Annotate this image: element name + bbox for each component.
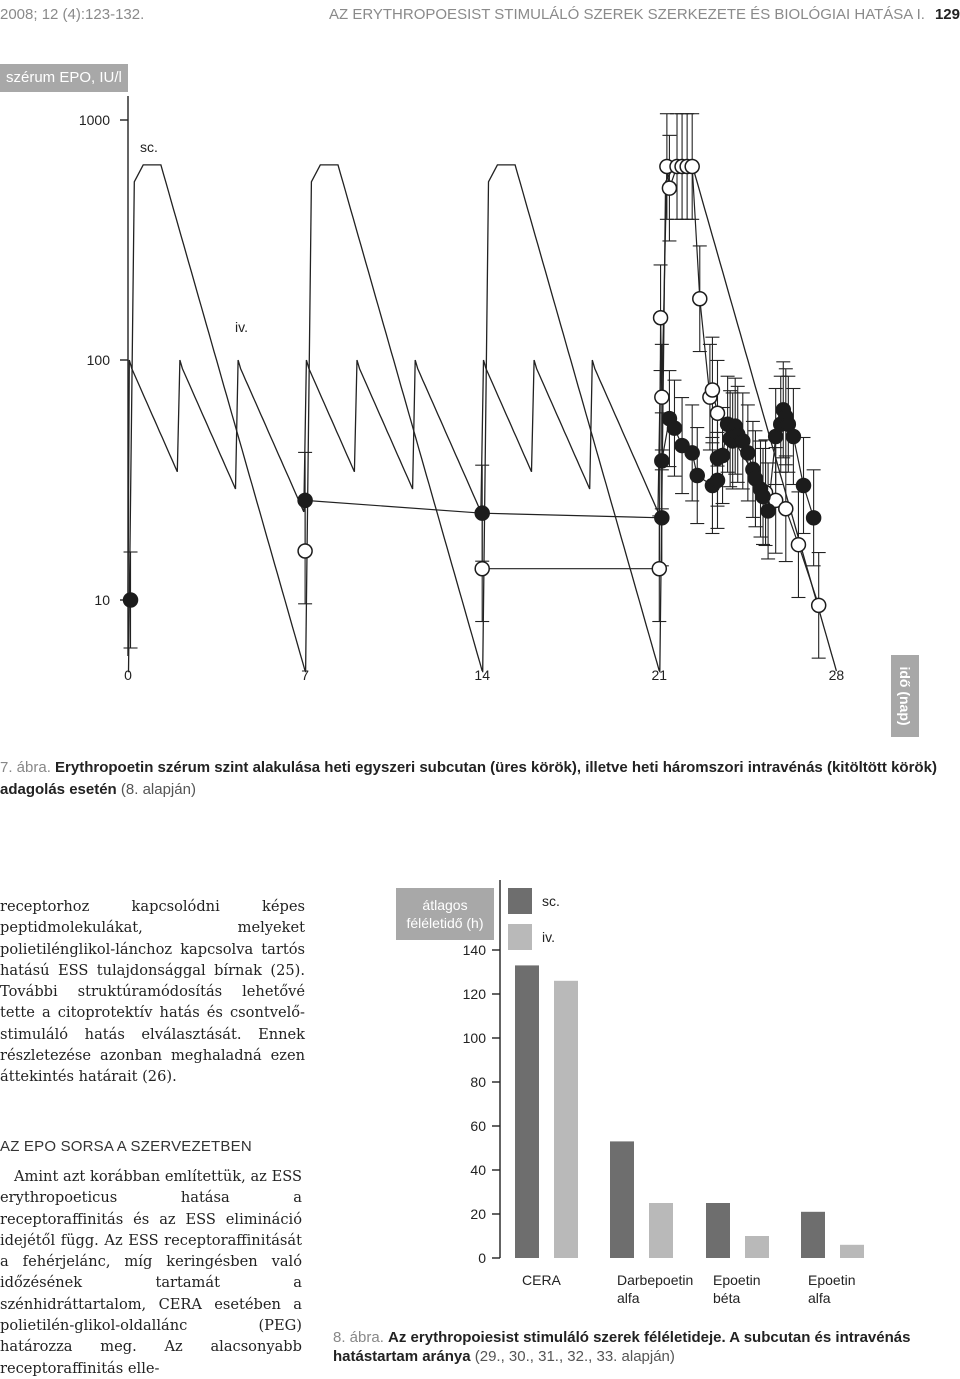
- category-label: Epoetin: [713, 1272, 761, 1288]
- category-label: Epoetin: [808, 1272, 856, 1288]
- legend-swatch: [508, 888, 532, 914]
- sc-data-point: [662, 181, 676, 195]
- iv-data-point: [716, 449, 730, 463]
- x-tick-label: 7: [301, 667, 309, 683]
- y-tick-label: 0: [478, 1250, 486, 1266]
- bar-iv: [649, 1203, 673, 1258]
- x-tick-label: 0: [124, 667, 132, 683]
- fig7-ylabel: szérum EPO, IU/l: [0, 64, 128, 92]
- iv-data-point: [685, 446, 699, 460]
- bar-sc: [515, 965, 539, 1258]
- bar-sc: [801, 1212, 825, 1258]
- running-title: AZ ERYTHROPOESIST STIMULÁLÓ SZEREK SZERKEZETE ÉS BIOLÓGIAI HATÁSA I.: [328, 6, 925, 23]
- fig8-caption-text: Az erythropoiesist stimuláló szerek féléletideje. A subcutan és intravénás hatástartam aránya: [333, 1329, 911, 1365]
- legend-swatch: [508, 924, 532, 950]
- journal-citation: 2008; 12 (4):123-132.: [0, 6, 145, 23]
- fig8-plot: [380, 880, 960, 1325]
- iv-data-point: [667, 421, 681, 435]
- iv-data-point: [298, 493, 312, 507]
- iv-data-point: [475, 506, 489, 520]
- fig8-caption-number: 8. ábra.: [333, 1329, 384, 1346]
- section-heading: AZ EPO SORSA A SZERVEZETBEN: [0, 1138, 252, 1155]
- x-tick-label: 14: [474, 667, 490, 683]
- bar-iv: [840, 1245, 864, 1258]
- sc-data-point: [693, 292, 707, 306]
- iv-data-point: [655, 511, 669, 525]
- y-tick-label: 140: [462, 942, 486, 958]
- sc-data-point: [779, 502, 793, 516]
- sc-data-point: [655, 390, 669, 404]
- fig8-ylabel: átlagos féléletidő (h): [396, 888, 494, 940]
- running-header: [329, 6, 960, 23]
- y-tick-label: 60: [470, 1118, 486, 1134]
- bar-sc: [610, 1141, 634, 1258]
- iv-data-point: [690, 469, 704, 483]
- fig7-caption-number: 7. ábra.: [0, 759, 51, 776]
- fig8-caption: [333, 1328, 958, 1366]
- sc-data-point: [812, 598, 826, 612]
- paragraph-text: receptorhoz kapcsolódni képes peptidmolekulákat, melyeket polietilénglikol-lánchoz kapcsolva tartós hatású ESS tulajdonsággal bírnak (25). További struktúramódosítás lehetővé tette a citoprotektív hatás és csontvelő-stimuláló hatás elválasztását. Ennek részletezése azonban meghaladná ezen áttekintés határait (26).: [0, 898, 305, 1086]
- sc-data-point: [298, 544, 312, 558]
- fig8-caption-ref: (29., 30., 31., 32., 33. alapján): [474, 1348, 675, 1365]
- iv-data-point: [741, 446, 755, 460]
- category-label: Darbepoetin: [617, 1272, 694, 1288]
- y-tick-label: 20: [470, 1206, 486, 1222]
- iv-data-point: [761, 504, 775, 518]
- iv-data-point: [655, 454, 669, 468]
- iv-data-point: [756, 489, 770, 503]
- y-tick-label: 120: [462, 986, 486, 1002]
- fig7-xlabel-box: [891, 655, 919, 737]
- fig7-caption-text: Erythropoetin szérum szint alakulása heti egyszeri subcutan (üres körök), illetve heti háromszori intravénás (kitöltött körök) adagolás esetén: [0, 759, 937, 798]
- y-tick-label: 100: [462, 1030, 486, 1046]
- sc-data-point: [654, 311, 668, 325]
- sc-data-point: [652, 562, 666, 576]
- bar-iv: [554, 981, 578, 1258]
- body-paragraph-1: [0, 896, 305, 1088]
- sc-data-point: [705, 383, 719, 397]
- iv-data-point: [786, 430, 800, 444]
- paragraph-text: Amint azt korábban említettük, az ESS erythropoeticus hatása a receptoraffinitás és az ESS elimináció idejétől függ. Az ESS receptoraffinitását a fehérjelánc, míg keringésben való időzésének tartamát a szénhidráttartalom, CERA esetében a polietilén-glikol-oldallánc (PEG) határozza meg. Az alacsonyabb receptoraffinitás elle-: [0, 1168, 302, 1377]
- fig7-xlabel: idő (nap): [897, 666, 913, 726]
- iv-data-point: [710, 473, 724, 487]
- sc-data-point: [685, 160, 699, 174]
- fig7-caption: [0, 757, 955, 801]
- sc-data-point: [475, 562, 489, 576]
- legend-label: iv.: [542, 929, 555, 945]
- iv-data-point: [807, 511, 821, 525]
- bar-iv: [745, 1236, 769, 1258]
- iv-data-point: [124, 593, 138, 607]
- fig7-caption-ref: (8. alapján): [120, 781, 196, 798]
- sc-data-point: [791, 538, 805, 552]
- y-tick-label: 10: [94, 592, 110, 608]
- body-paragraph-2: [0, 1166, 302, 1379]
- iv-data-point: [797, 478, 811, 492]
- sc-data-point: [710, 406, 724, 420]
- annotation-sc: sc.: [140, 139, 158, 155]
- annotation-iv: iv.: [235, 319, 248, 335]
- y-tick-label: 40: [470, 1162, 486, 1178]
- y-tick-label: 100: [86, 352, 110, 368]
- category-label: alfa: [808, 1290, 831, 1306]
- x-tick-label: 28: [828, 667, 845, 683]
- category-label: béta: [713, 1290, 741, 1306]
- y-tick-label: 80: [470, 1074, 486, 1090]
- page-number: 129: [934, 6, 960, 23]
- y-tick-label: 1000: [78, 112, 110, 128]
- category-label: CERA: [522, 1272, 561, 1288]
- bar-sc: [706, 1203, 730, 1258]
- legend-label: sc.: [542, 893, 560, 909]
- x-tick-label: 21: [651, 667, 668, 683]
- category-label: alfa: [617, 1290, 640, 1306]
- fig7-plot: [0, 96, 960, 683]
